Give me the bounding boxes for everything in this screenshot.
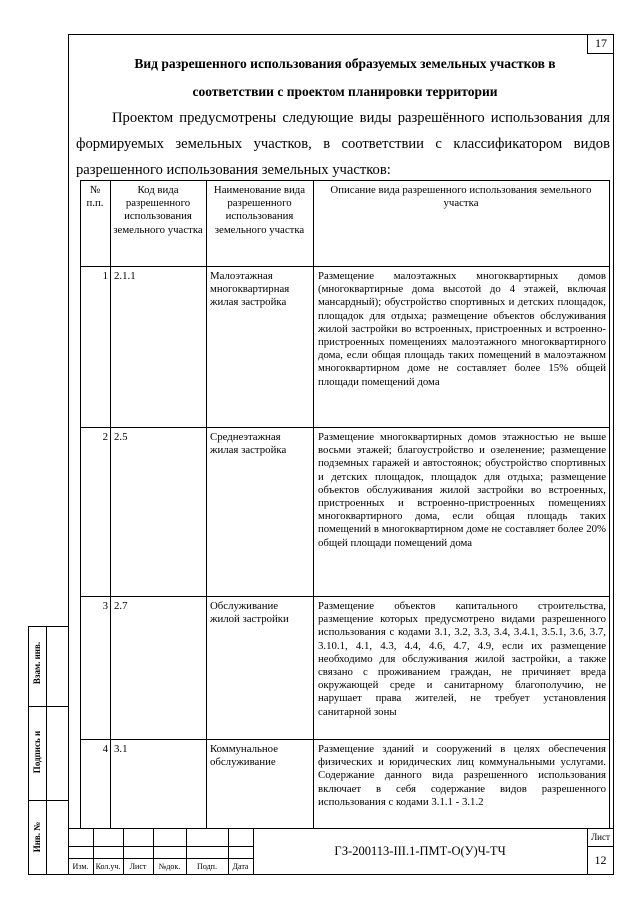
- row-2-name: Среднеэтажная жилая застройка: [210, 431, 287, 457]
- stamp-list-label: Лист: [591, 832, 610, 842]
- section-title-line2: соответствии с проектом планировки территории: [192, 84, 498, 99]
- stamp-list-number: 12: [594, 853, 607, 867]
- intro-text: Проектом предусмотрены следующие виды разрешённого использования для формируемых земельных участков, в соответствии с классификатором видов разрешенного использования земельных участков:: [76, 110, 610, 178]
- header-name: Наименование вида разрешенного использования земельного участка: [213, 184, 306, 236]
- row-3-num: 3: [102, 600, 108, 612]
- row-3-name: Обслуживание жилой застройки: [210, 600, 289, 626]
- row-1-desc: Размещение малоэтажных многоквартирных домов (многоквартирные дома высотой до 4 этажей, включая мансардный); обустройство спортивных и детских площадок, площадок для отдыха; размещение объектов обслуживания жилой застройки во встроенных, пристроенных и встроенно-пристроенных помещениях малоэтажного многоквартирного дома, если общая площадь таких помещений в малоэтажном многоквартирном доме не составляет более 15% общей площади помещений дома: [318, 270, 606, 388]
- row-3-desc: Размещение объектов капитального строительства, размещение которых предусмотрено видами разрешенного использования с кодами 3.1, 3.2, 3.3, 3.4, 3.4.1, 3.5.1, 3.6, 3.7, 3.10.1, 4.1, 4.3, 4.4, 4.6, 4.7, 4.9, если их размещение необходимо для обслуживания жилой застройки, а также связано с проживанием граждан, не причиняет вреда окружающей среде и санитарному благополучию, не нарушает права жителей, не требует установления санитарной зоны: [318, 600, 606, 718]
- row-1-num: 1: [102, 270, 108, 282]
- row-1-code: 2.1.1: [114, 270, 136, 282]
- header-code: Код вида разрешенного использования земельного участка: [113, 184, 203, 236]
- header-num: № п.п.: [86, 184, 104, 210]
- stamp-data: Дата: [232, 862, 249, 871]
- row-2-code: 2.5: [114, 431, 128, 443]
- side-stamp-vzam: Взам. инв.: [32, 641, 42, 685]
- row-2-num: 2: [102, 431, 108, 443]
- row-2-desc: Размещение многоквартирных домов этажностью не выше восьми этажей; благоустройство и озеленение; размещение подземных гаражей и автостоянок; обустройство спортивных и детских площадок, площадок для отдыха; размещение объектов обслуживания жилой застройки во встроенных, пристроенных и встроенно-пристроенных помещениях многоквартирного дома, если общая площадь таких помещений в многоквартирном доме не составляет более 20% общей площади помещений дома: [318, 431, 606, 549]
- row-4-name: Коммунальное обслуживание: [210, 743, 278, 769]
- stamp-podp: Подп.: [197, 862, 217, 871]
- stamp-kol-uch: Кол.уч.: [95, 862, 121, 871]
- stamp-izm: Изм.: [72, 862, 89, 871]
- page-number: 17: [587, 34, 614, 54]
- side-stamp-podpis: Подпись и: [32, 730, 42, 774]
- stamp-list: Лист: [129, 862, 147, 871]
- row-4-desc: Размещение зданий и сооружений в целях обеспечения физических и юридических лиц коммунальными услугами. Содержание данного вида разрешенного использования включает в себя содержание видов разрешенного использования с кодами 3.1.1 - 3.1.2: [318, 743, 606, 808]
- row-1-name: Малоэтажная многоквартирная жилая застройка: [210, 270, 290, 309]
- header-desc: Описание вида разрешенного использования земельного участка: [330, 184, 592, 210]
- row-4-num: 4: [102, 743, 108, 755]
- row-3-code: 2.7: [114, 600, 128, 612]
- intro-paragraph: [76, 105, 610, 183]
- section-title-line1: Вид разрешенного использования образуемых земельных участков в: [134, 56, 556, 71]
- stamp-n-dok: №док.: [158, 862, 181, 871]
- document-code: ГЗ-200113-III.1-ПМТ-О(У)Ч-ТЧ: [334, 844, 506, 858]
- row-4-code: 3.1: [114, 743, 128, 755]
- side-stamp-inv: Инв. №: [32, 821, 42, 853]
